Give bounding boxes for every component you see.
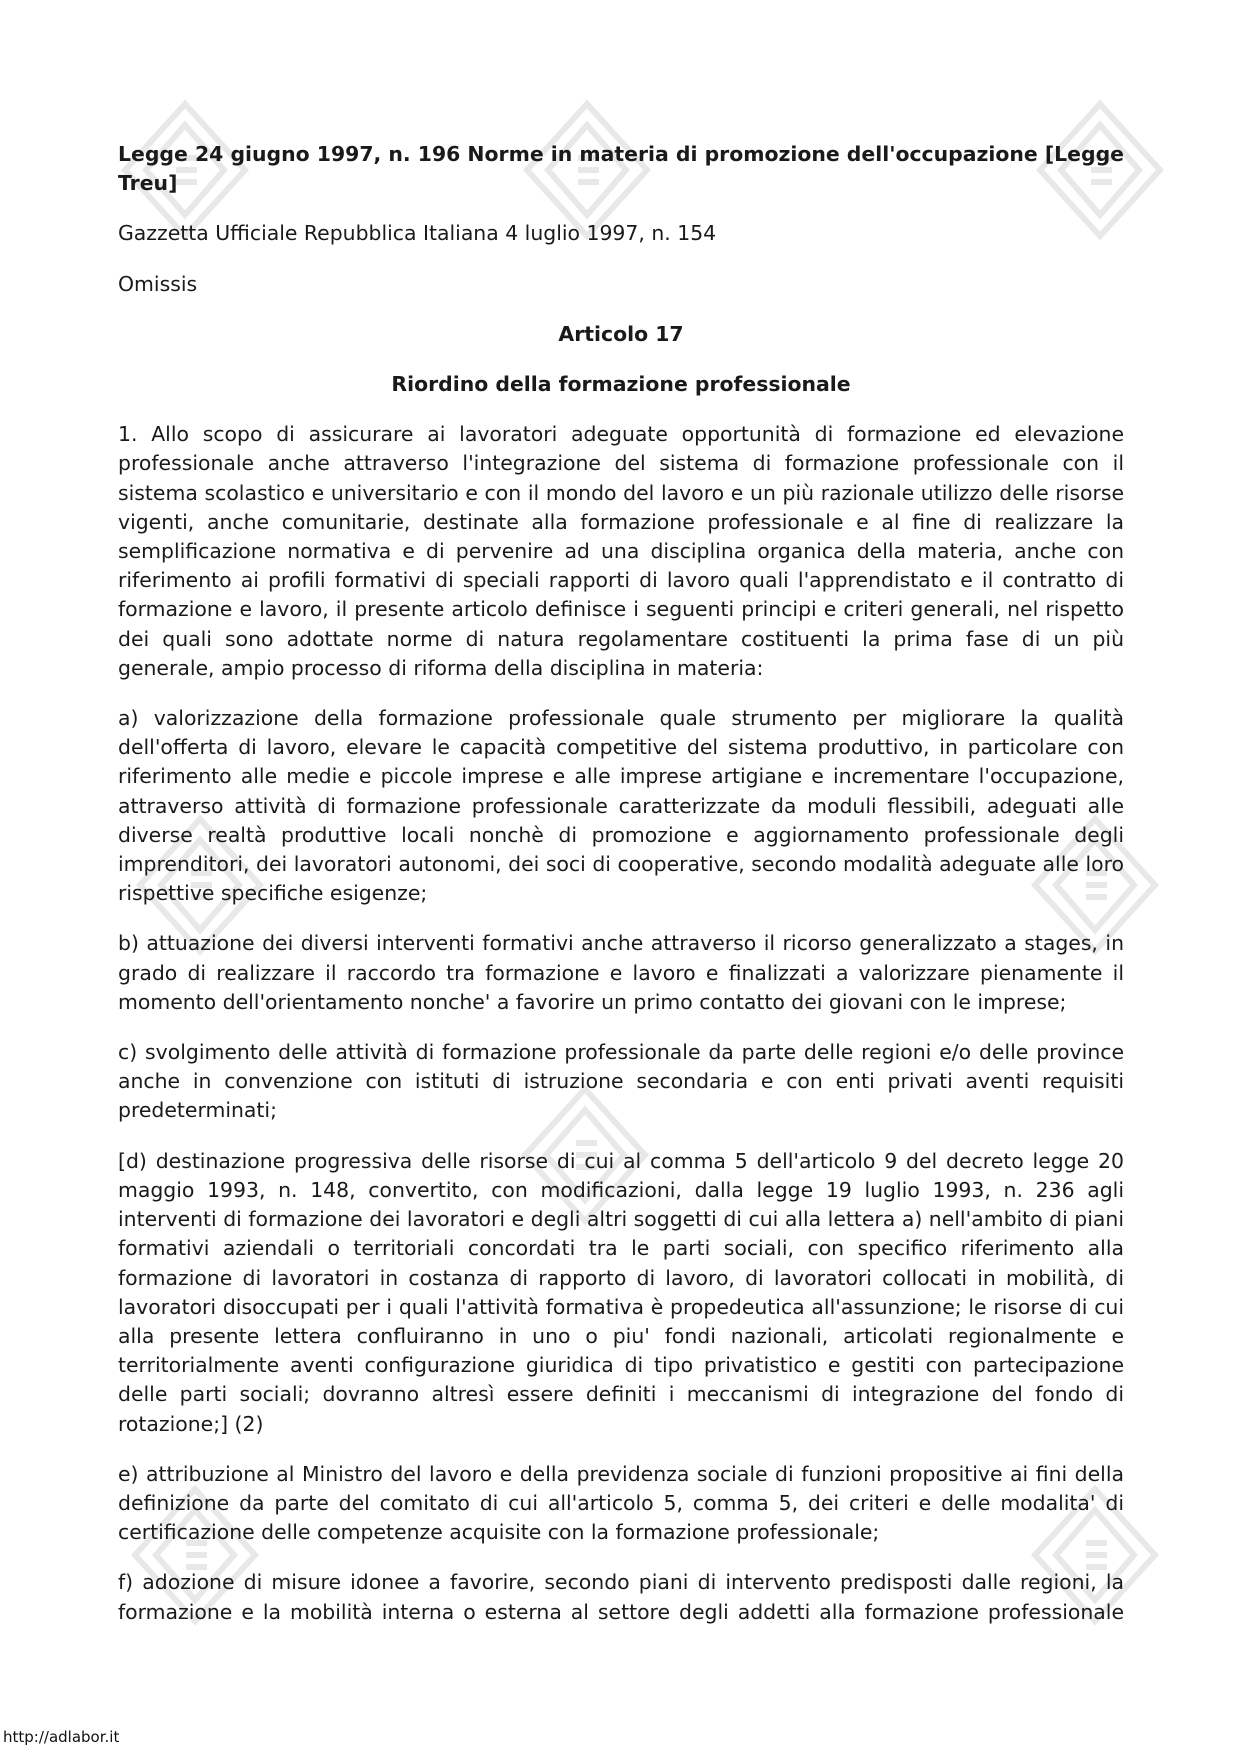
document-title: Legge 24 giugno 1997, n. 196 Norme in materia di promozione dell'occupazione [Legge Treu] (118, 142, 1124, 196)
paragraph-c: c) svolgimento delle attività di formazione professionale da parte delle regioni e/o delle province anche in convenzione con istituti di istruzione secondaria e con enti privati aventi requisiti predeterminati; (118, 1040, 1124, 1123)
paragraph-1: 1. Allo scopo di assicurare ai lavoratori adeguate opportunità di formazione ed elevazione professionale anche attraverso l'integrazione del sistema di formazione professionale con il sistema scolastico e universitario e con il mondo del lavoro e un più razionale utilizzo delle risorse vigenti, anche comunitarie, destinate alla formazione professionale e al fine di realizzare la semplificazione normativa e di pervenire ad una disciplina organica della materia, anche con riferimento ai profili formativi di speciali rapporti di lavoro quali l'apprendistato e il contratto di formazione e lavoro, il presente articolo definisce i seguenti principi e criteri generali, nel rispetto dei quali sono adottate norme di natura regolamentare costituenti la prima fase di un più generale, ampio processo di riforma della disciplina in materia: (118, 422, 1124, 680)
article-subheading: Riordino della formazione professionale (391, 372, 851, 397)
omissis-note: Omissis (118, 271, 198, 296)
paragraph-a: a) valorizzazione della formazione professionale quale strumento per migliorare la qualità dell'offerta di lavoro, elevare le capacità competitive del sistema produttivo, in particolare con riferimento alle medie e piccole imprese e alle imprese artigiane e incrementare l'occupazione, attraverso attività di formazione professionale caratterizzate da moduli flessibili, adeguati alle diverse realtà produttive locali nonchè di promozione e aggiornamento professionale degli imprenditori, dei lavoratori autonomi, dei soci di cooperative, secondo modalità adeguate alle loro rispettive specifiche esigenze; (118, 706, 1124, 906)
gazette-reference: Gazzetta Ufficiale Repubblica Italiana 4 luglio 1997, n. 154 (118, 221, 717, 246)
document-page (118, 140, 1124, 1648)
paragraph-f: f) adozione di misure idonee a favorire, secondo piani di intervento predisposti dalle regioni, la formazione e la mobilità interna o esterna al settore degli addetti alla formazione professionale (118, 1570, 1124, 1624)
paragraph-e: e) attribuzione al Ministro del lavoro e della previdenza sociale di funzioni propositive ai fini della definizione da parte del comitato di cui all'articolo 5, comma 5, dei criteri e delle modalita' di certificazione delle competenze acquisite con la formazione professionale; (118, 1461, 1124, 1545)
paragraph-b: b) attuazione dei diversi interventi formativi anche attraverso il ricorso generalizzato a stages, in grado di realizzare il raccordo tra formazione e lavoro e finalizzati a valorizzare pienamente il momento dell'orientamento nonche' a favorire un primo contatto dei giovani con le imprese; (118, 931, 1124, 1014)
paragraph-d: [d) destinazione progressiva delle risorse di cui al comma 5 dell'articolo 9 del decreto legge 20 maggio 1993, n. 148, convertito, con modificazioni, dalla legge 19 luglio 1993, n. 236 agli interventi di formazione dei lavoratori e degli altri soggetti di cui alla lettera a) nell'ambito di piani formativi aziendali o territoriali concordati tra le parti sociali, con specifico riferimento alla formazione di lavoratori in costanza di rapporto di lavoro, di lavoratori collocati in mobilità, di lavoratori disoccupati per i quali l'attività formativa è propedeutica all'assunzione; le risorse di cui alla presente lettera confluiranno in uno o piu' fondi nazionali, articolati regionalmente e territorialmente aventi configurazione giuridica di tipo privatistico e gestiti con partecipazione delle parti sociali; dovranno altresì essere definiti i meccanismi di integrazione del fondo di rotazione;] (2) (118, 1148, 1124, 1436)
footer-url-link[interactable]: http://adlabor.it (3, 1728, 120, 1746)
article-heading: Articolo 17 (558, 321, 684, 346)
